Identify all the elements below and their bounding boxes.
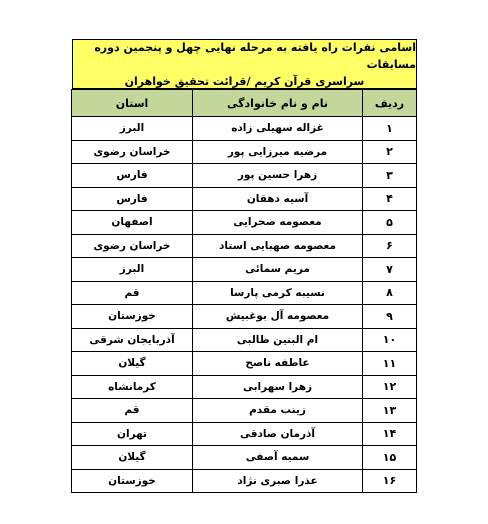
full-name-cell: مرضیه میرزایی پور — [193, 140, 363, 164]
full-name-cell: نسیبه کرمی پارسا — [193, 281, 363, 305]
table-row — [72, 258, 417, 282]
full-name-cell: آسیه دهقان — [193, 187, 363, 211]
full-name-cell: معصومه صحرایی — [193, 211, 363, 235]
table-body — [72, 117, 417, 493]
province-cell: تهران — [72, 422, 193, 446]
table-row — [72, 375, 417, 399]
row-number-cell: ۹ — [363, 305, 417, 329]
province-cell: خوزستان — [72, 469, 193, 493]
table-row — [72, 352, 417, 376]
row-number-cell: ۸ — [363, 281, 417, 305]
table-title — [72, 39, 417, 89]
province-cell: گیلان — [72, 446, 193, 470]
table-row — [72, 117, 417, 141]
table-row — [72, 140, 417, 164]
province-cell: فارس — [72, 164, 193, 188]
row-number-cell: ۳ — [363, 164, 417, 188]
row-number-cell: ۱۱ — [363, 352, 417, 376]
row-number-cell: ۵ — [363, 211, 417, 235]
table-row — [72, 399, 417, 423]
table-row — [72, 469, 417, 493]
row-number-cell: ۱۶ — [363, 469, 417, 493]
header-province: استان — [72, 90, 193, 117]
table-row — [72, 305, 417, 329]
province-cell: آذربایجان شرقی — [72, 328, 193, 352]
header-row-number: ردیف — [363, 90, 417, 117]
spreadsheet-table-container — [72, 39, 417, 493]
table-row — [72, 446, 417, 470]
row-number-cell: ۴ — [363, 187, 417, 211]
row-number-cell: ۱۴ — [363, 422, 417, 446]
full-name-cell: عاطفه ناصح — [193, 352, 363, 376]
row-number-cell: ۱۲ — [363, 375, 417, 399]
table-header-row — [72, 90, 417, 117]
province-cell: کرمانشاه — [72, 375, 193, 399]
table-row — [72, 211, 417, 235]
row-number-cell: ۷ — [363, 258, 417, 282]
full-name-cell: معصومه آل بوغبیش — [193, 305, 363, 329]
full-name-cell: آذرمان صادقی — [193, 422, 363, 446]
row-number-cell: ۱۵ — [363, 446, 417, 470]
province-cell: گیلان — [72, 352, 193, 376]
full-name-cell: ام البنین طالبی — [193, 328, 363, 352]
full-name-cell: سمیه آصفی — [193, 446, 363, 470]
full-name-cell: معصومه صهبایی استاد — [193, 234, 363, 258]
province-cell: خراسان رضوی — [72, 140, 193, 164]
full-name-cell: مریم سمائی — [193, 258, 363, 282]
full-name-cell: زینب مقدم — [193, 399, 363, 423]
full-name-cell: عذرا صبری نژاد — [193, 469, 363, 493]
finalists-table — [71, 89, 417, 493]
table-row — [72, 164, 417, 188]
title-line-1: اسامی نفرات راه یافته به مرحله نهایی چهل و پنجمین دوره مسابقات — [94, 40, 416, 71]
full-name-cell: زهرا حسین پور — [193, 164, 363, 188]
province-cell: فارس — [72, 187, 193, 211]
province-cell: قم — [72, 281, 193, 305]
province-cell: البرز — [72, 258, 193, 282]
full-name-cell: زهرا سهرابی — [193, 375, 363, 399]
province-cell: قم — [72, 399, 193, 423]
title-line-2: سراسری قرآن کریم /قرائت تحقیق خواهران — [124, 74, 365, 88]
header-full-name: نام و نام خانوادگی — [193, 90, 363, 117]
table-row — [72, 281, 417, 305]
full-name-cell: غزاله سهیلی زاده — [193, 117, 363, 141]
province-cell: خراسان رضوی — [72, 234, 193, 258]
table-row — [72, 234, 417, 258]
row-number-cell: ۶ — [363, 234, 417, 258]
row-number-cell: ۱ — [363, 117, 417, 141]
province-cell: اصفهان — [72, 211, 193, 235]
table-row — [72, 422, 417, 446]
province-cell: البرز — [72, 117, 193, 141]
province-cell: خوزستان — [72, 305, 193, 329]
row-number-cell: ۱۰ — [363, 328, 417, 352]
row-number-cell: ۲ — [363, 140, 417, 164]
table-row — [72, 187, 417, 211]
table-row — [72, 328, 417, 352]
row-number-cell: ۱۳ — [363, 399, 417, 423]
